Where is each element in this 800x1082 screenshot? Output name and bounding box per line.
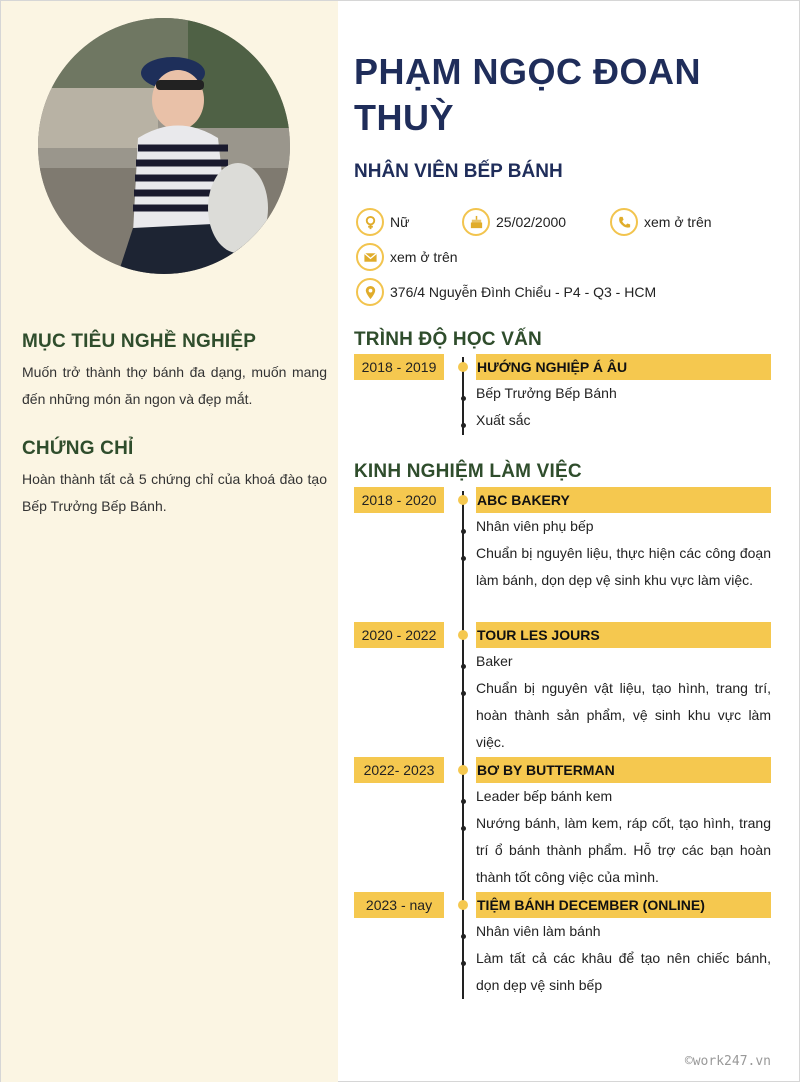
timeline-dot — [458, 765, 468, 775]
experience-date: 2018 - 2020 — [354, 487, 444, 513]
experience-company: TOUR LES JOURS — [476, 622, 771, 648]
bullet-dot — [461, 423, 466, 428]
experience-company: BƠ BY BUTTERMAN — [476, 757, 771, 783]
bullet-dot — [461, 664, 466, 669]
experience-description: Chuẩn bị nguyên vật liệu, tạo hình, trang trí, hoàn thành sản phẩm, vệ sinh khu vực làm việc. — [476, 680, 771, 750]
objective-text: Muốn trở thành thợ bánh đa dạng, muốn mang đến những món ăn ngon và đẹp mắt. — [22, 364, 327, 407]
gender-icon — [356, 208, 384, 236]
experience-company: TIỆM BÁNH DECEMBER (ONLINE) — [476, 892, 771, 918]
phone-icon — [610, 208, 638, 236]
candidate-name: PHẠM NGỌC ĐOAN THUỲ — [354, 51, 701, 138]
education-detail: Xuất sắc — [476, 412, 531, 428]
avatar-photo — [38, 18, 290, 274]
experience-role: Nhân viên phụ bếp — [476, 518, 594, 534]
sidebar — [1, 1, 338, 1082]
education-heading: TRÌNH ĐỘ HỌC VẤN — [354, 329, 542, 350]
timeline-dot — [458, 362, 468, 372]
email-value[interactable]: xem ở trên — [390, 249, 458, 265]
address-info — [356, 278, 656, 306]
timeline-dot — [458, 900, 468, 910]
bullet-dot — [461, 799, 466, 804]
experience-heading: KINH NGHIỆM LÀM VIỆC — [354, 461, 582, 482]
email-icon — [356, 243, 384, 271]
gender-info — [356, 208, 409, 236]
certificate-heading: CHỨNG CHỈ — [22, 438, 134, 459]
experience-role: Leader bếp bánh kem — [476, 788, 613, 804]
timeline-dot — [458, 630, 468, 640]
education-school: HƯỚNG NGHIỆP Á ÂU — [476, 354, 771, 380]
objective-heading: MỤC TIÊU NGHỀ NGHIỆP — [22, 331, 257, 352]
experience-role: Baker — [476, 653, 513, 669]
experience-date: 2023 - nay — [354, 892, 444, 918]
cake-icon — [462, 208, 490, 236]
experience-timeline-line — [462, 491, 464, 999]
location-icon — [356, 278, 384, 306]
avatar — [38, 18, 290, 274]
education-detail: Bếp Trưởng Bếp Bánh — [476, 385, 617, 401]
bullet-dot — [461, 556, 466, 561]
experience-description: Làm tất cả các khâu để tạo nên chiếc bánh, dọn dẹp vệ sinh bếp — [476, 950, 771, 993]
experience-role: Nhân viên làm bánh — [476, 923, 601, 939]
bullet-dot — [461, 691, 466, 696]
experience-description: Nướng bánh, làm kem, ráp cốt, tạo hình, trang trí ổ bánh thành phẩm. Hỗ trợ các bạn hoàn thành tốt công việc của mình. — [476, 815, 771, 885]
timeline-dot — [458, 495, 468, 505]
email-info — [356, 243, 458, 271]
bullet-dot — [461, 396, 466, 401]
certificate-text: Hoàn thành tất cả 5 chứng chỉ của khoá đào tạo Bếp Trưởng Bếp Bánh. — [22, 471, 327, 514]
experience-date: 2022- 2023 — [354, 757, 444, 783]
experience-company: ABC BAKERY — [476, 487, 771, 513]
experience-date: 2020 - 2022 — [354, 622, 444, 648]
gender-value: Nữ — [390, 214, 410, 230]
birthday-info — [462, 208, 566, 236]
bullet-dot — [461, 529, 466, 534]
bullet-dot — [461, 961, 466, 966]
phone-value[interactable]: xem ở trên — [644, 214, 712, 230]
education-date: 2018 - 2019 — [354, 354, 444, 380]
birthday-value: 25/02/2000 — [496, 214, 567, 230]
experience-description: Chuẩn bị nguyên liệu, thực hiện các công đoạn làm bánh, dọn dẹp vệ sinh khu vực làm việc. — [476, 545, 771, 588]
bullet-dot — [461, 934, 466, 939]
job-title: NHÂN VIÊN BẾP BÁNH — [354, 161, 563, 182]
phone-info — [610, 208, 712, 236]
bullet-dot — [461, 826, 466, 831]
watermark: ©work247.vn — [684, 1054, 771, 1069]
address-value: 376/4 Nguyễn Đình Chiểu - P4 - Q3 - HCM — [390, 284, 657, 300]
